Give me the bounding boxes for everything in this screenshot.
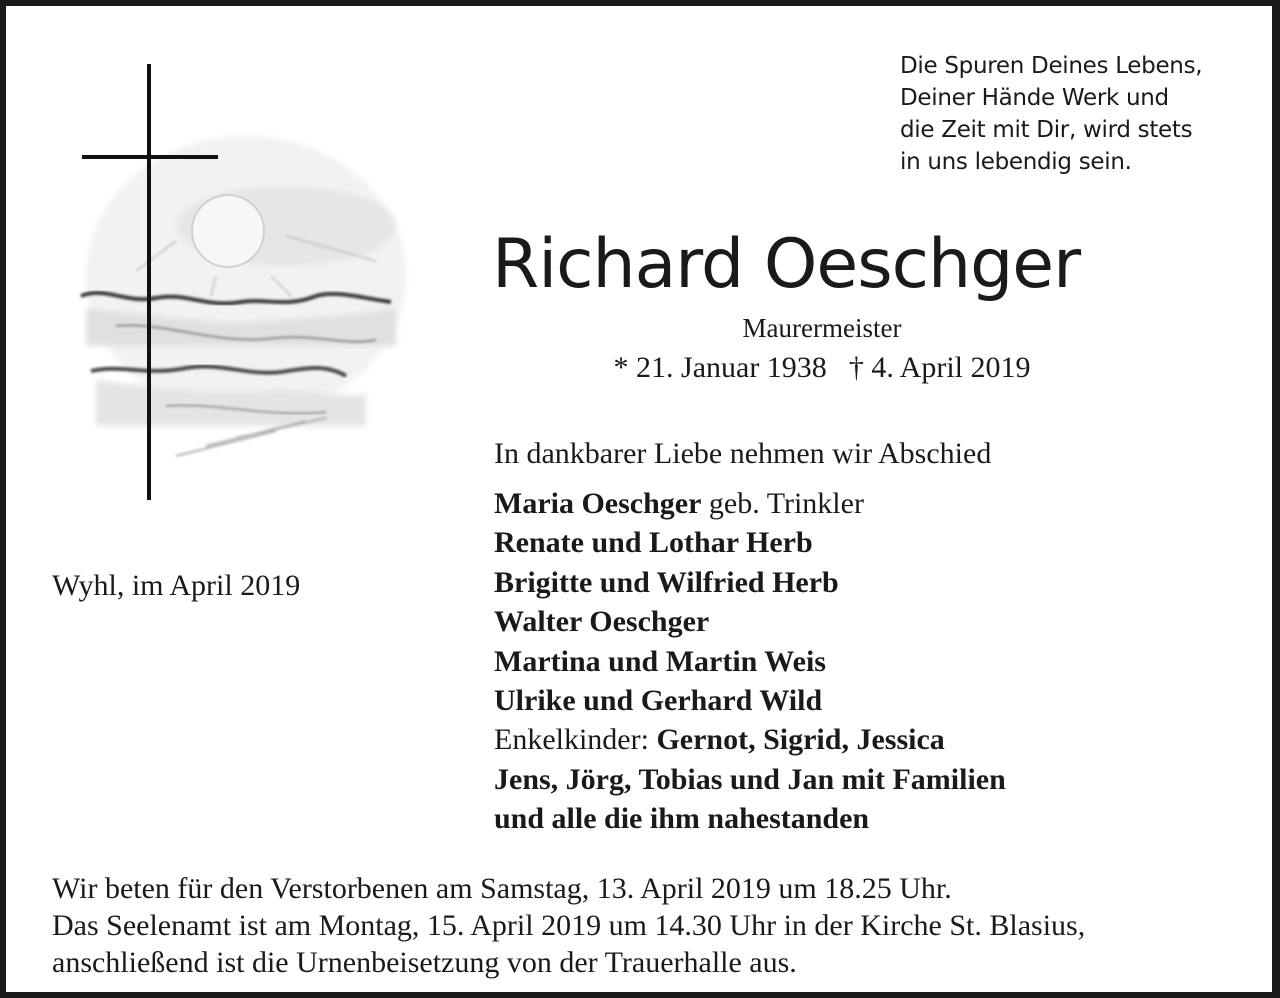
cross-landscape-illustration [46,46,416,516]
farewell-intro: In dankbarer Liebe nehmen wir Abschied [494,437,992,470]
death-date: † 4. April 2019 [848,351,1031,384]
deceased-name: Richard Oeschger [492,225,1081,304]
quote-line: Die Spuren Deines Lebens, [900,53,1203,79]
mourner-line: und alle die ihm nahestanden [494,802,870,836]
quote-line: in uns lebendig sein. [900,149,1132,175]
notice-line: Das Seelenamt ist am Montag, 15. April 2019 um 14.30 Uhr in der Kirche St. Blasius, [52,909,1086,942]
birth-date: * 21. Januar 1938 [613,351,827,384]
memorial-quote [900,50,1260,178]
quote-line: die Zeit mit Dir, wird stets [900,117,1193,143]
sun-icon [192,195,264,267]
mourner-line: Martina und Martin Weis [494,644,826,678]
mourner-name: Maria Oeschger [494,487,702,520]
life-dates [492,350,1152,386]
mourners-list [494,484,1006,839]
deceased-profession: Maurermeister [742,313,902,343]
mourner-line: Walter Oeschger [494,605,710,639]
notice-line: Wir beten für den Verstorbenen am Samstag, 13. April 2019 um 18.25 Uhr. [52,872,952,905]
mourner-line: Renate und Lothar Herb [494,526,813,560]
mourner-line [494,720,1006,759]
mourner-line: Jens, Jörg, Tobias und Jan mit Familien [494,762,1006,796]
mourner-line: Brigitte und Wilfried Herb [494,565,839,599]
mourner-note: geb. Trinkler [701,487,864,520]
quote-line: Deiner Hände Werk und [900,85,1169,111]
place-date: Wyhl, im April 2019 [52,569,301,602]
service-notice [52,870,1085,981]
notice-line: anschließend ist die Urnenbeisetzung von der Trauerhalle aus. [52,946,797,979]
grandchildren-label: Enkelkinder: [494,723,657,757]
mourner-line: Ulrike und Gerhard Wild [494,684,823,718]
mourner-line [494,484,1006,523]
grandchildren-names: Gernot, Sigrid, Jessica [656,723,945,757]
